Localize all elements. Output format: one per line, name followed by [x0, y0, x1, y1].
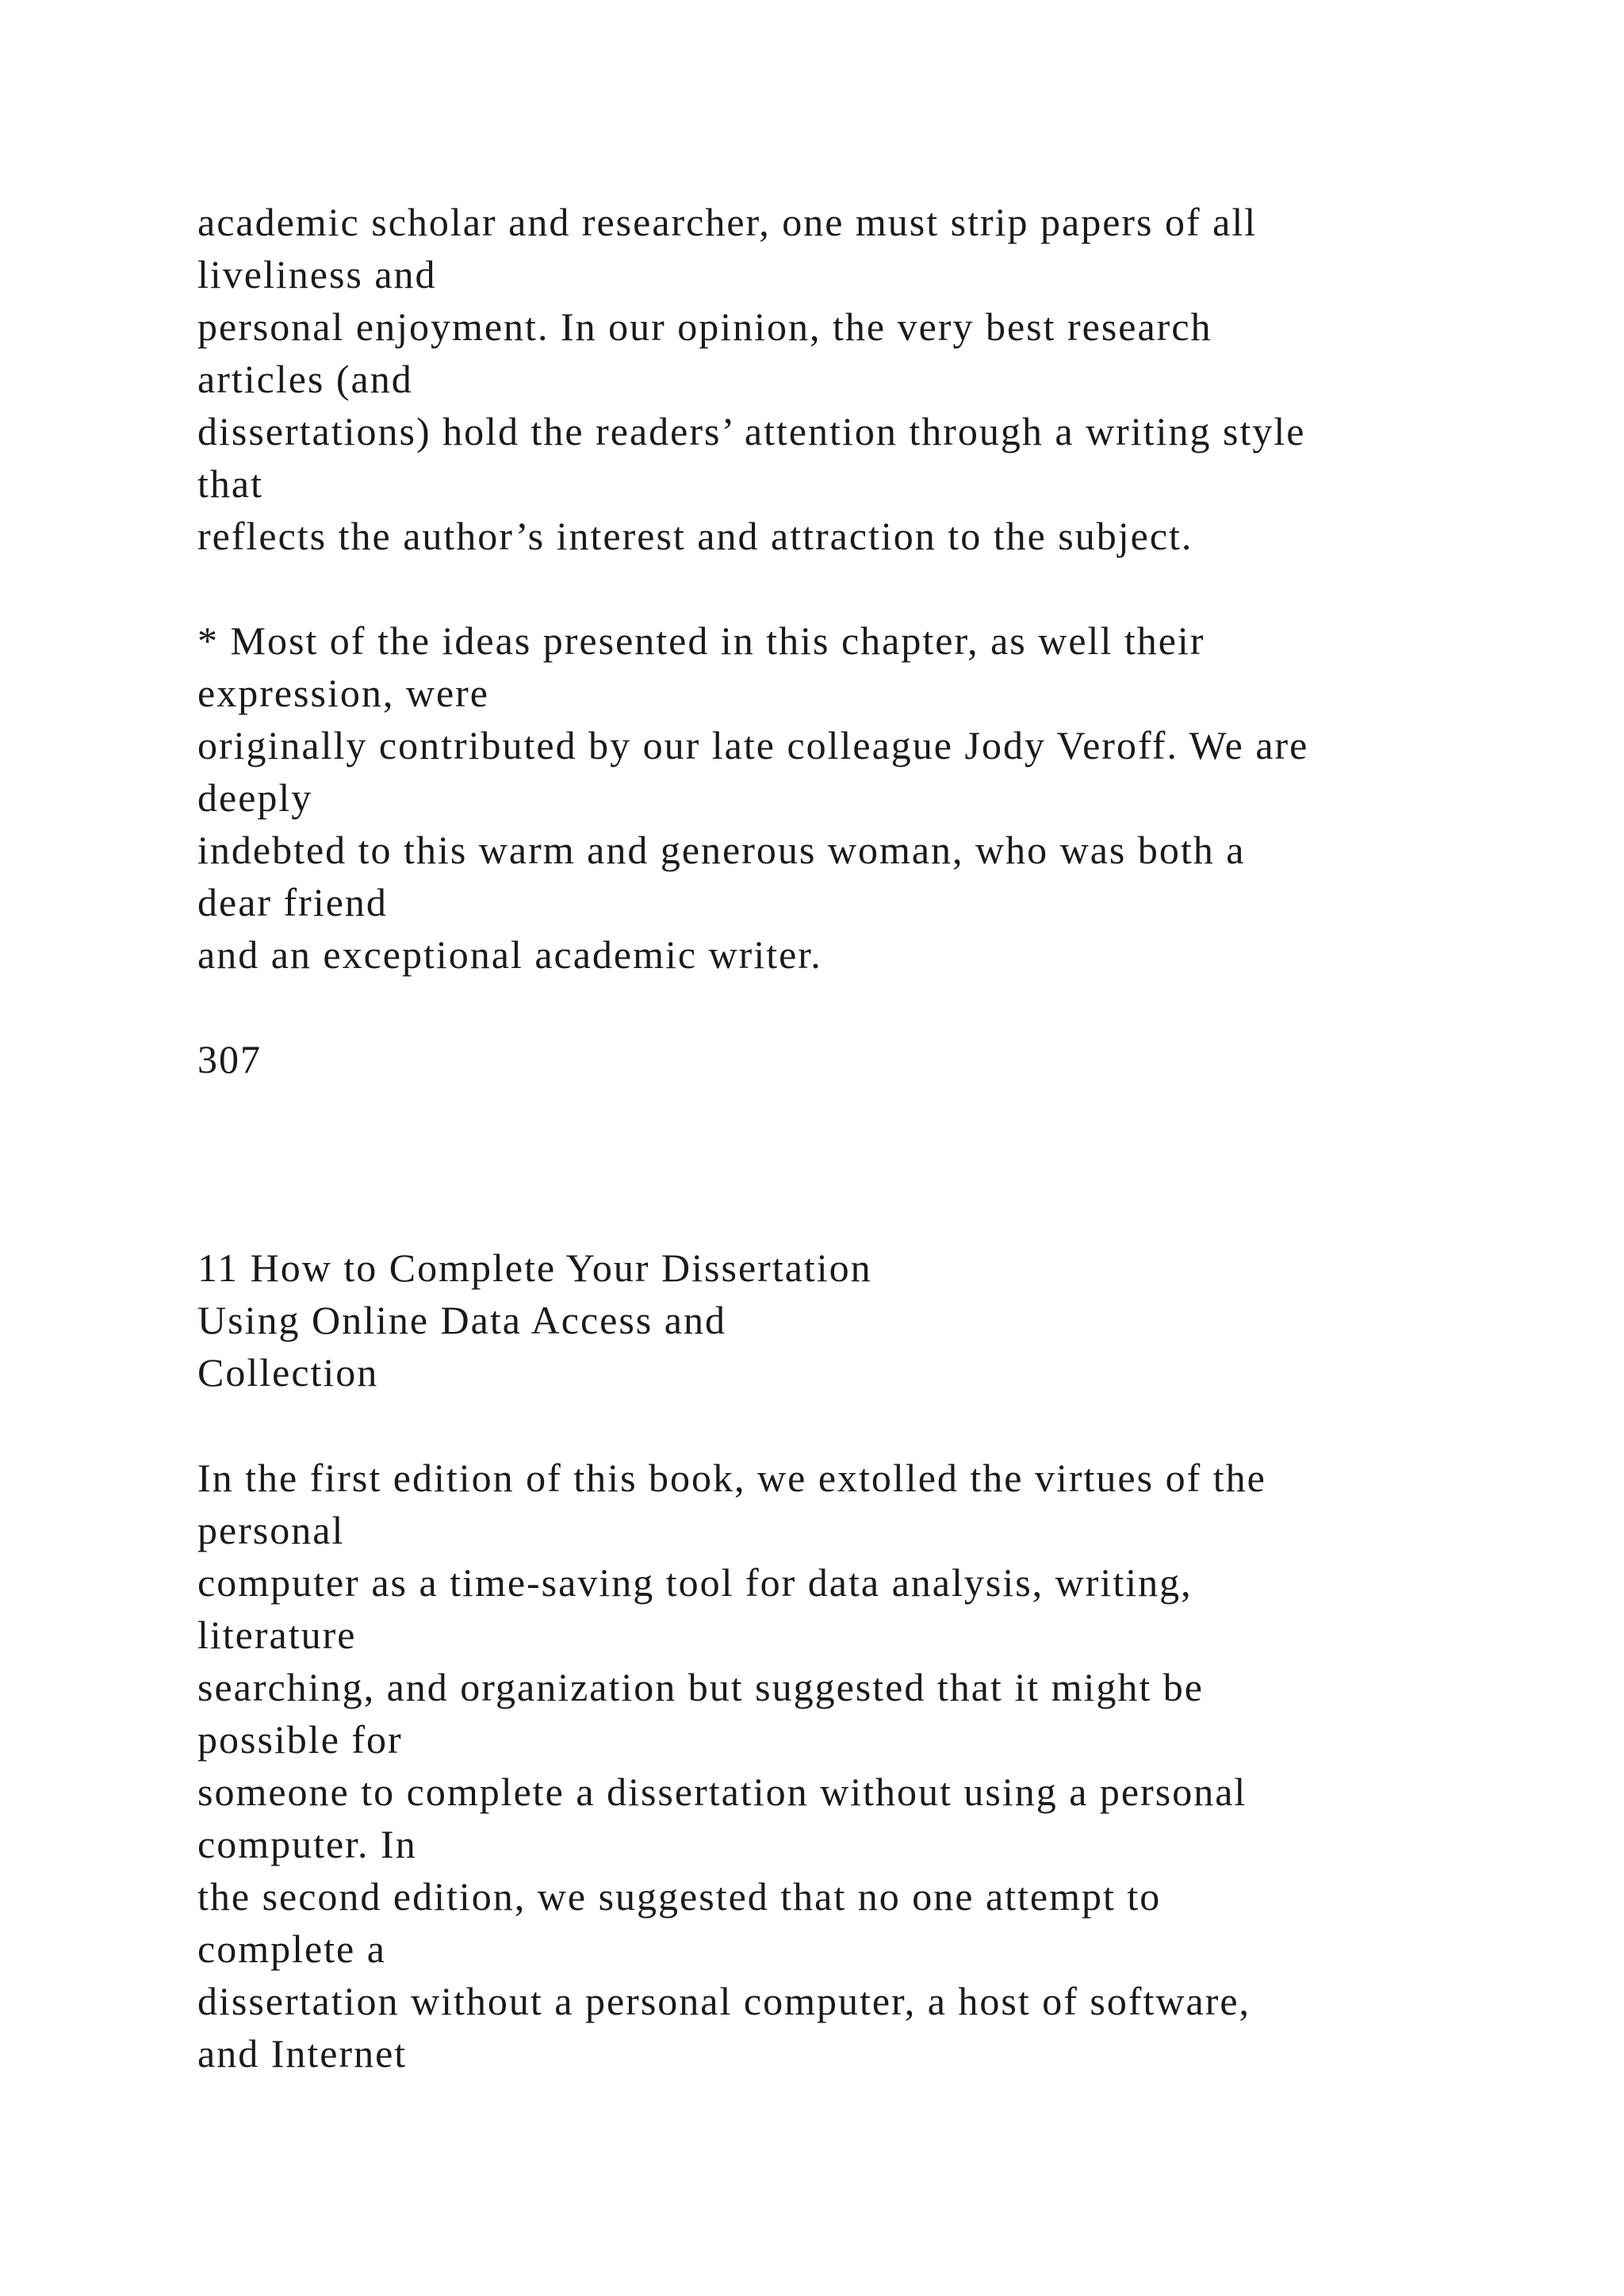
- chapter-heading: [197, 1242, 1593, 1399]
- text-line: liveliness and: [197, 252, 437, 297]
- text-line: dissertation without a personal computer, a host of software,: [197, 1979, 1251, 2023]
- text-line: possible for: [197, 1717, 403, 1762]
- heading-line: Collection: [197, 1350, 379, 1395]
- text-line: that: [197, 461, 263, 506]
- text-line: complete a: [197, 1927, 386, 1971]
- text-line: someone to complete a dissertation without using a personal: [197, 1770, 1247, 1814]
- text-line: personal enjoyment. In our opinion, the very best research: [197, 304, 1212, 349]
- text-line: searching, and organization but suggested that it might be: [197, 1665, 1204, 1709]
- heading-line: 11 How to Complete Your Dissertation: [197, 1246, 872, 1290]
- text-line: articles (and: [197, 357, 413, 401]
- text-line: originally contributed by our late colleague Jody Veroff. We are: [197, 723, 1309, 767]
- text-line: expression, were: [197, 671, 489, 715]
- text-line: In the first edition of this book, we extolled the virtues of the: [197, 1456, 1266, 1500]
- text-line: reflects the author’s interest and attraction to the subject.: [197, 514, 1193, 558]
- body-paragraph: [197, 196, 1593, 562]
- text-line: literature: [197, 1613, 357, 1657]
- text-line: dissertations) hold the readers’ attention through a writing style: [197, 409, 1306, 453]
- text-line: deeply: [197, 775, 313, 820]
- text-line: the second edition, we suggested that no one attempt to: [197, 1874, 1162, 1919]
- footnote: [197, 614, 1593, 981]
- text-line: indebted to this warm and generous woman, who was both a: [197, 828, 1246, 872]
- body-paragraph: [197, 1452, 1593, 2080]
- text-line: dear friend: [197, 880, 388, 924]
- page-number: [197, 1033, 1593, 1085]
- text-line: computer. In: [197, 1822, 417, 1866]
- text-line: personal: [197, 1508, 345, 1552]
- text-line: and Internet: [197, 2031, 408, 2076]
- heading-line: Using Online Data Access and: [197, 1298, 726, 1342]
- text-line: and an exceptional academic writer.: [197, 932, 822, 977]
- page-number-text: 307: [197, 1037, 262, 1081]
- text-line: computer as a time-saving tool for data analysis, writing,: [197, 1560, 1193, 1605]
- text-line: * Most of the ideas presented in this chapter, as well their: [197, 618, 1205, 663]
- text-line: academic scholar and researcher, one must strip papers of all: [197, 200, 1258, 244]
